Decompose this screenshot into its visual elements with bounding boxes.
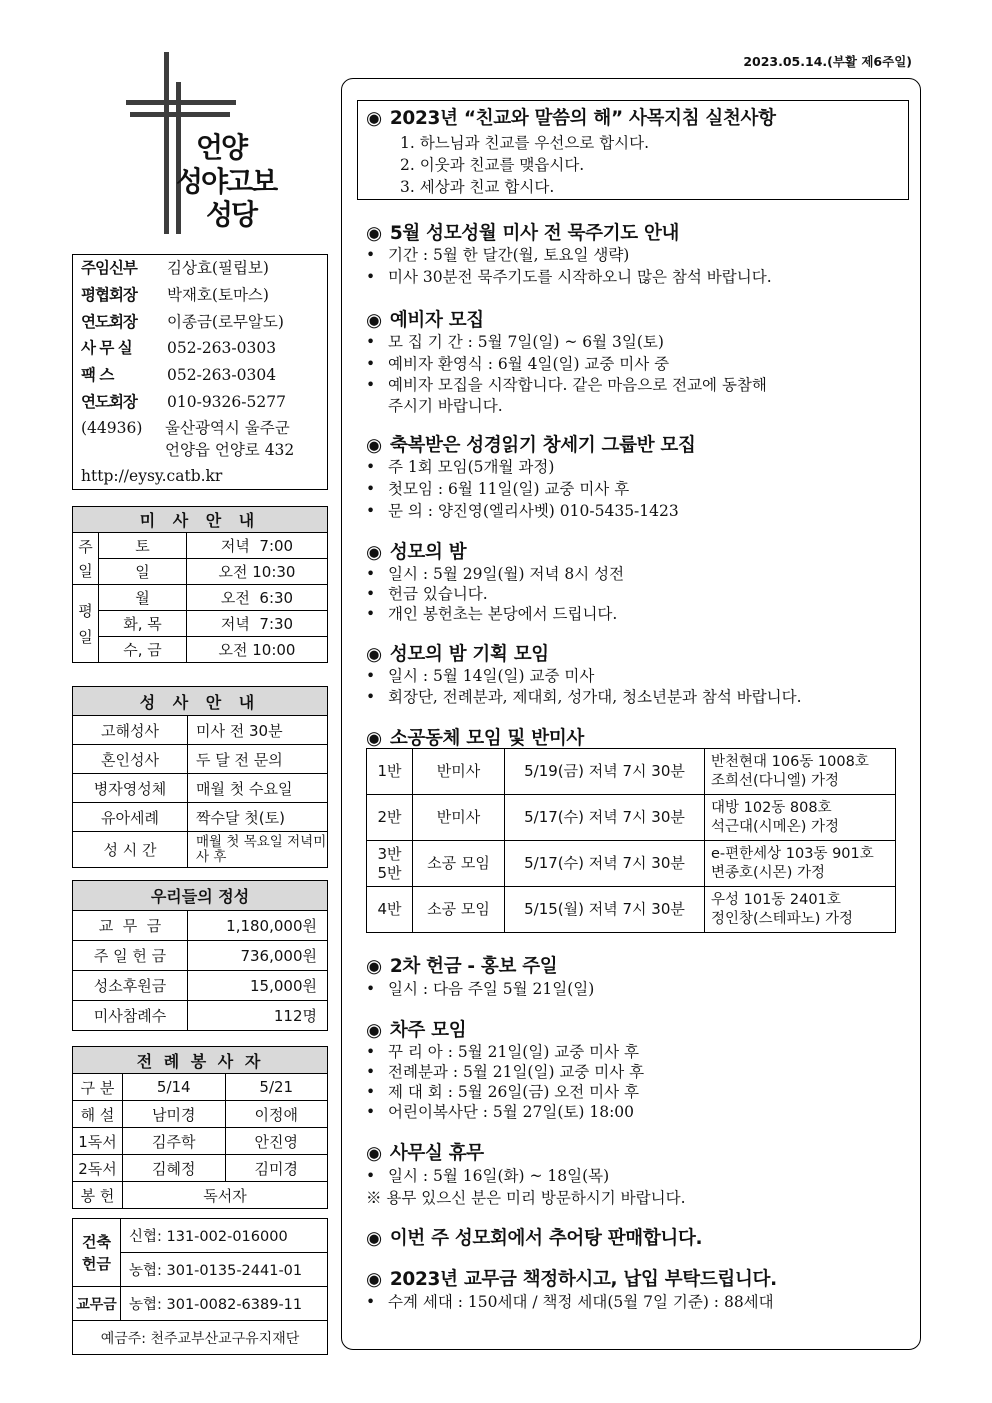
table-row: 혼인성사 두 달 전 문의 xyxy=(73,745,328,774)
logo-line-3: 성당 xyxy=(206,198,257,231)
cross-icon-vertical-1 xyxy=(164,52,169,234)
section-line: • 문 의 : 양진영(엘리사벳) 010-5435-1423 xyxy=(366,502,679,520)
section-line: • 제 대 회 : 5월 26일(금) 오전 미사 후 xyxy=(366,1083,640,1101)
table-row: 유아세례 짝수달 첫(토) xyxy=(73,803,328,832)
table-row: 고해성사 미사 전 30분 xyxy=(73,716,328,745)
bulletin-date: 2023.05.14.(부활 제6주일) xyxy=(743,54,912,69)
table-row: 3반 5반 소공 모임 5/17(수) 저녁 7시 30분 e-편한세상 103동 901호 변종호(시몬) 가정 xyxy=(367,841,896,887)
mass-group-weekday: 평 일 xyxy=(73,585,99,663)
table-row: 미사참례수 112명 xyxy=(73,1001,328,1031)
mass-table-title: 미 사 안 내 xyxy=(73,507,328,533)
table-row: 교무금 농협: 301-0082-6389-11 xyxy=(73,1287,328,1321)
account-holder: 예금주: 천주교부산교구유지재단 xyxy=(73,1321,328,1355)
address-line-1: 울산광역시 울주군 xyxy=(165,419,290,437)
offering-table-title: 우리들의 정성 xyxy=(73,881,328,911)
section-line: • 꾸 리 아 : 5월 21일(일) 교중 미사 후 xyxy=(366,1043,640,1061)
section-line: • 기간 : 5월 한 달간(월, 토요일 생략) xyxy=(366,246,630,264)
guide-item: 3. 세상과 친교 합시다. xyxy=(400,178,555,196)
parish-logo xyxy=(120,52,320,242)
table-row: 건축 헌금 신협: 131-002-016000 xyxy=(73,1219,328,1253)
table-row: 구 분 5/14 5/21 xyxy=(73,1074,328,1101)
section-line: • 일시 : 5월 16일(화) ~ 18일(목) xyxy=(366,1167,610,1185)
section-line: • 회장단, 전례분과, 제대회, 성가대, 청소년분과 참석 바랍니다. xyxy=(366,688,802,706)
info-row: 연도회장 010-9326-5277 xyxy=(81,393,286,411)
table-row: 2독서 김혜정 김미경 xyxy=(73,1155,328,1182)
section-line: • 예비자 환영식 : 6월 4일(일) 교중 미사 중 xyxy=(366,355,670,373)
section-note: ※ 용무 있으신 분은 미리 방문하시기 바랍니다. xyxy=(366,1189,686,1207)
info-row: 평협회장 박재호(토마스) xyxy=(81,286,269,304)
liturgy-servers-table xyxy=(72,1046,328,1209)
community-table xyxy=(366,748,896,933)
section-next-week-title: ◉ 차주 모임 xyxy=(366,1020,467,1041)
section-line: • 일시 : 5월 14일(일) 교중 미사 xyxy=(366,667,595,685)
info-row: 팩 스 052-263-0304 xyxy=(81,366,277,384)
table-row: 농협: 301-0135-2441-01 xyxy=(73,1253,328,1287)
section-line: • 수계 세대 : 150세대 / 책정 세대(5월 7일 기준) : 88세대 xyxy=(366,1293,774,1311)
section-line: • 헌금 있습니다. xyxy=(366,585,488,603)
section-line: • 미사 30분전 묵주기도를 시작하오니 많은 참석 바랍니다. xyxy=(366,268,772,286)
servers-table-title: 전 례 봉 사 자 xyxy=(73,1047,328,1074)
table-row: 화, 목 저녁 7:30 xyxy=(73,611,328,637)
table-row: 봉 헌 독서자 xyxy=(73,1182,328,1209)
info-row: 주임신부 김상효(필립보) xyxy=(81,259,269,277)
table-row: 2반 반미사 5/17(수) 저녁 7시 30분 대방 102동 808호 석근대(시메온) 가정 xyxy=(367,795,896,841)
table-row xyxy=(73,1321,328,1355)
mass-schedule-table xyxy=(72,506,328,663)
sacrament-table-title: 성 사 안 내 xyxy=(73,687,328,716)
info-row: 사 무 실 052-263-0303 xyxy=(81,339,277,357)
section-office-closed-title: ◉ 사무실 휴무 xyxy=(366,1143,484,1164)
table-row: 성 시 간 매월 첫 목요일 저녁미사 후 xyxy=(73,832,328,868)
logo-line-2: 성야고보 xyxy=(176,165,277,198)
website-link[interactable]: http://eysy.catb.kr xyxy=(81,467,223,485)
offering-table xyxy=(72,880,328,1031)
table-row: 주 일 헌 금 736,000원 xyxy=(73,941,328,971)
bank-account-table xyxy=(72,1218,328,1355)
table-row: 평 일 월 오전 6:30 xyxy=(73,585,328,611)
cross-icon-horizontal-2 xyxy=(130,112,230,117)
section-mary-night-title: ◉ 성모의 밤 xyxy=(366,542,467,563)
section-line: • 전례분과 : 5월 21일(일) 교중 미사 후 xyxy=(366,1063,645,1081)
table-row: 1독서 김주학 안진영 xyxy=(73,1128,328,1155)
logo-line-1: 언양 xyxy=(196,131,247,164)
section-line: • 모 집 기 간 : 5월 7일(일) ~ 6월 3일(토) xyxy=(366,333,664,351)
section-community-title: ◉ 소공동체 모임 및 반미사 xyxy=(366,728,584,749)
guide-item: 2. 이웃과 친교를 맺읍시다. xyxy=(400,156,585,174)
table-row: 병자영성체 매월 첫 수요일 xyxy=(73,774,328,803)
address-line-2: 언양읍 언양로 432 xyxy=(165,441,295,459)
section-line: • 어린이복사단 : 5월 27일(토) 18:00 xyxy=(366,1103,635,1121)
section-line-cont: 주시기 바랍니다. xyxy=(388,397,503,415)
tithe-label: 교무금 xyxy=(73,1287,121,1321)
table-row: 해 설 남미경 이정애 xyxy=(73,1101,328,1128)
guide-title: ◉ 2023년 “친교와 말씀의 해” 사목지침 실천사항 xyxy=(366,108,776,129)
table-row: 1반 반미사 5/19(금) 저녁 7시 30분 반천현대 106동 1008호 조희선(다니엘) 가정 xyxy=(367,749,896,795)
cross-icon-horizontal-1 xyxy=(126,100,236,105)
table-row: 수, 금 오전 10:00 xyxy=(73,637,328,663)
table-row: 주 일 토 저녁 7:00 xyxy=(73,533,328,559)
section-rosary-title: ◉ 5월 성모성월 미사 전 묵주기도 안내 xyxy=(366,223,680,244)
zip-code: (44936) xyxy=(81,419,143,437)
section-line: • 개인 봉헌초는 본당에서 드립니다. xyxy=(366,605,618,623)
guide-item: 1. 하느님과 친교를 우선으로 합시다. xyxy=(400,134,650,152)
section-line: • 일시 : 5월 29일(월) 저녁 8시 성전 xyxy=(366,565,625,583)
table-row: 일 오전 10:30 xyxy=(73,559,328,585)
section-catechumen-title: ◉ 예비자 모집 xyxy=(366,310,484,331)
section-line: • 주 1회 모임(5개월 과정) xyxy=(366,458,555,476)
section-second-collection-title: ◉ 2차 헌금 - 홍보 주일 xyxy=(366,956,558,977)
table-row: 4반 소공 모임 5/15(월) 저녁 7시 30분 우성 101동 2401호 정인창(스테파노) 가정 xyxy=(367,887,896,933)
section-line: • 첫모임 : 6월 11일(일) 교중 미사 후 xyxy=(366,480,630,498)
section-bible-title: ◉ 축복받은 성경읽기 창세기 그룹반 모집 xyxy=(366,435,696,456)
table-row: 성소후원금 15,000원 xyxy=(73,971,328,1001)
section-line: • 예비자 모집을 시작합니다. 같은 마음으로 전교에 동참해 xyxy=(366,376,767,394)
section-mothers-title: ◉ 이번 주 성모회에서 추어탕 판매합니다. xyxy=(366,1228,703,1249)
section-line: • 일시 : 다음 주일 5월 21일(일) xyxy=(366,980,595,998)
mass-group-sunday: 주 일 xyxy=(73,533,99,585)
building-fund-label: 건축 헌금 xyxy=(73,1219,121,1287)
sacrament-table xyxy=(72,686,328,868)
section-planning-title: ◉ 성모의 밤 기획 모임 xyxy=(366,644,549,665)
table-row: 교 무 금 1,180,000원 xyxy=(73,911,328,941)
info-row: 연도회장 이종금(로무알도) xyxy=(81,313,284,331)
section-tithe-title: ◉ 2023년 교무금 책정하시고, 납입 부탁드립니다. xyxy=(366,1269,777,1290)
parish-info-box xyxy=(72,254,328,490)
